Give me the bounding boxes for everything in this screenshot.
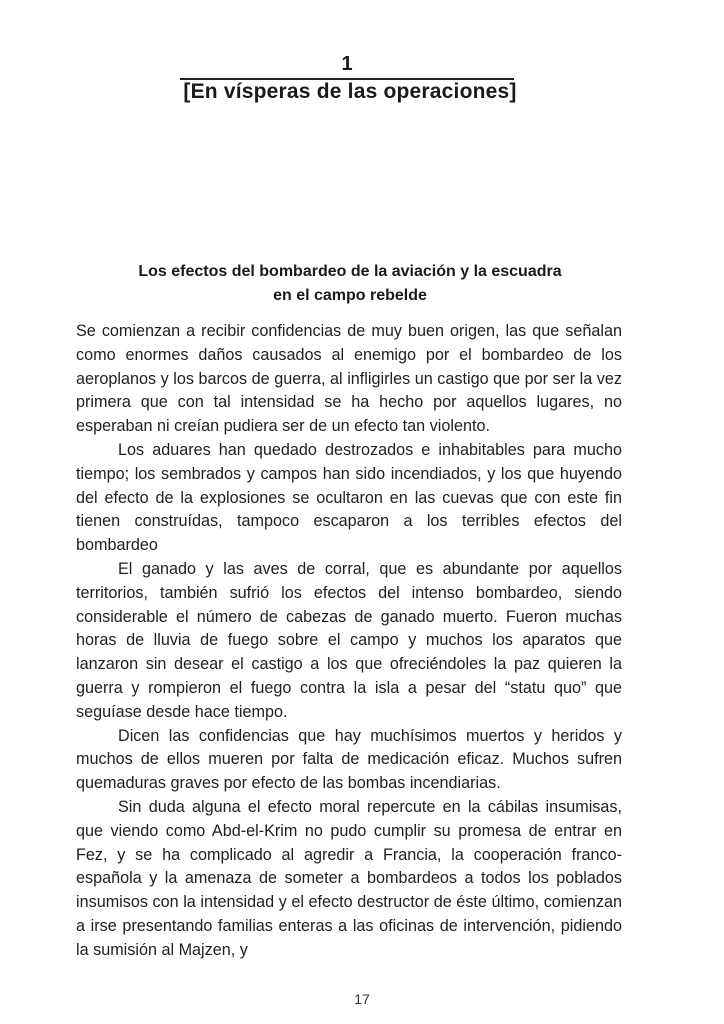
page-number: 17 [354, 991, 370, 1007]
paragraph: Dicen las confidencias que hay muchísimos muertos y heridos y muchos de ellos mueren por falta de medicación eficaz. Muchos sufren quemaduras graves por efecto de las bombas incendiarias. [76, 726, 622, 793]
body-text [76, 320, 622, 963]
paragraph: Los aduares han quedado destrozados e inhabitables para mucho tiempo; los sembrados y campos han sido incendiados, y los que huyendo del efecto de la explosiones se ocultaron en las cuevas que con este fin tienen construídas, tampoco escaparon a los terribles efectos del bombardeo [76, 440, 622, 555]
section-heading-line-1: Los efectos del bombardeo de la aviación y la escuadra [138, 263, 562, 280]
paragraph: Sin duda alguna el efecto moral repercute en la cábilas insumisas, que viendo como Abd-el-Krim no pudo cumplir su promesa de entrar en Fez, y se ha complicado al agredir a Francia, la cooperación franco-española y la amenaza de someter a bombardeos a todos los poblados insumisos con la intensidad y el efecto destructor de éste último, comienzan a irse presentando familias enteras a las oficinas de intervención, pidiendo la sumisión al Majzen, y [76, 797, 622, 959]
chapter-title: [En vísperas de las operaciones] [183, 80, 517, 103]
section-heading [90, 260, 610, 308]
paragraph: El ganado y las aves de corral, que es abundante por aquellos territorios, también sufrió los efectos del intenso bombardeo, siendo considerable el número de cabezas de ganado muerto. Fueron muchas horas de lluvia de fuego sobre el campo y muchos los aparatos que lanzaron sin desear el castigo a los que ofreciéndoles la paz quieren la guerra y rompieron el fuego contra la isla a pesar del “statu quo” que seguíase desde hace tiempo. [76, 559, 622, 721]
paragraph: Se comienzan a recibir confidencias de muy buen origen, las que señalan como enormes daños causados al enemigo por el bombardeo de los aeroplanos y los barcos de guerra, al infligirles un castigo que por ser la vez primera que con tal intensidad se ha hecho por aquellos lugares, no esperaban ni creían pudiera ser de un efecto tan violento. [76, 322, 622, 436]
chapter-number: 1 [341, 53, 353, 75]
section-heading-line-2: en el campo rebelde [273, 287, 427, 304]
